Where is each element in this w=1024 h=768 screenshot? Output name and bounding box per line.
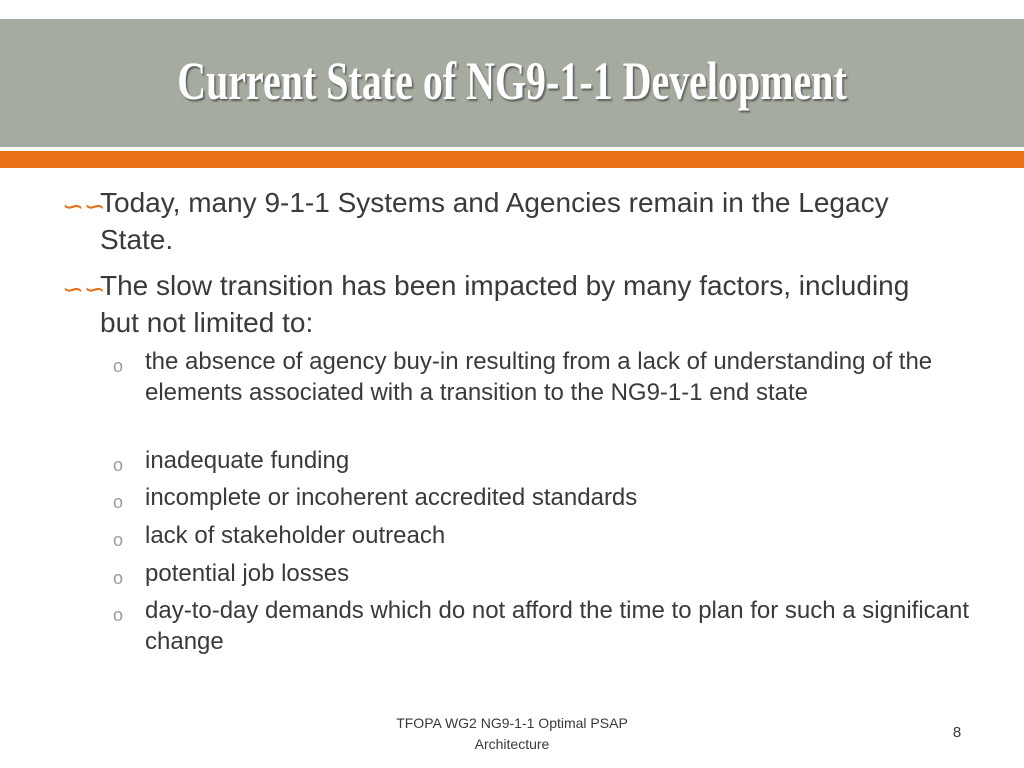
page-number: 8 <box>952 724 962 741</box>
circle-bullet-icon: o <box>113 568 124 588</box>
circle-bullet-icon: o <box>113 455 124 475</box>
circle-bullet-icon: o <box>113 356 124 376</box>
scroll-bullet-icon: ∽∽ <box>62 274 106 304</box>
bullet-item: Today, many 9-1-1 Systems and Agencies remain in the Legacy State. <box>100 187 889 255</box>
footer-text: TFOPA WG2 NG9-1-1 Optimal PSAP Architecture <box>396 715 628 752</box>
sub-bullet-item: incomplete or incoherent accredited standards <box>145 484 638 511</box>
circle-bullet-icon: o <box>113 492 124 512</box>
scroll-bullet-icon: ∽∽ <box>62 191 106 221</box>
bullet-item: The slow transition has been impacted by many factors, including but not limited to: <box>100 270 910 338</box>
circle-bullet-icon: o <box>113 605 124 625</box>
sub-bullet-item: inadequate funding <box>145 447 350 474</box>
sub-bullet-item: the absence of agency buy-in resulting from a lack of understanding of the elements associated with a transition to the NG9-1-1 end state <box>145 348 933 406</box>
sub-bullet-item: lack of stakeholder outreach <box>145 522 446 549</box>
sub-bullet-item: potential job losses <box>145 560 350 587</box>
sub-bullet-item: day-to-day demands which do not afford the time to plan for such a significant change <box>145 597 970 655</box>
slide-title: Current State of NG9-1-1 Development <box>177 51 847 111</box>
circle-bullet-icon: o <box>113 530 124 550</box>
